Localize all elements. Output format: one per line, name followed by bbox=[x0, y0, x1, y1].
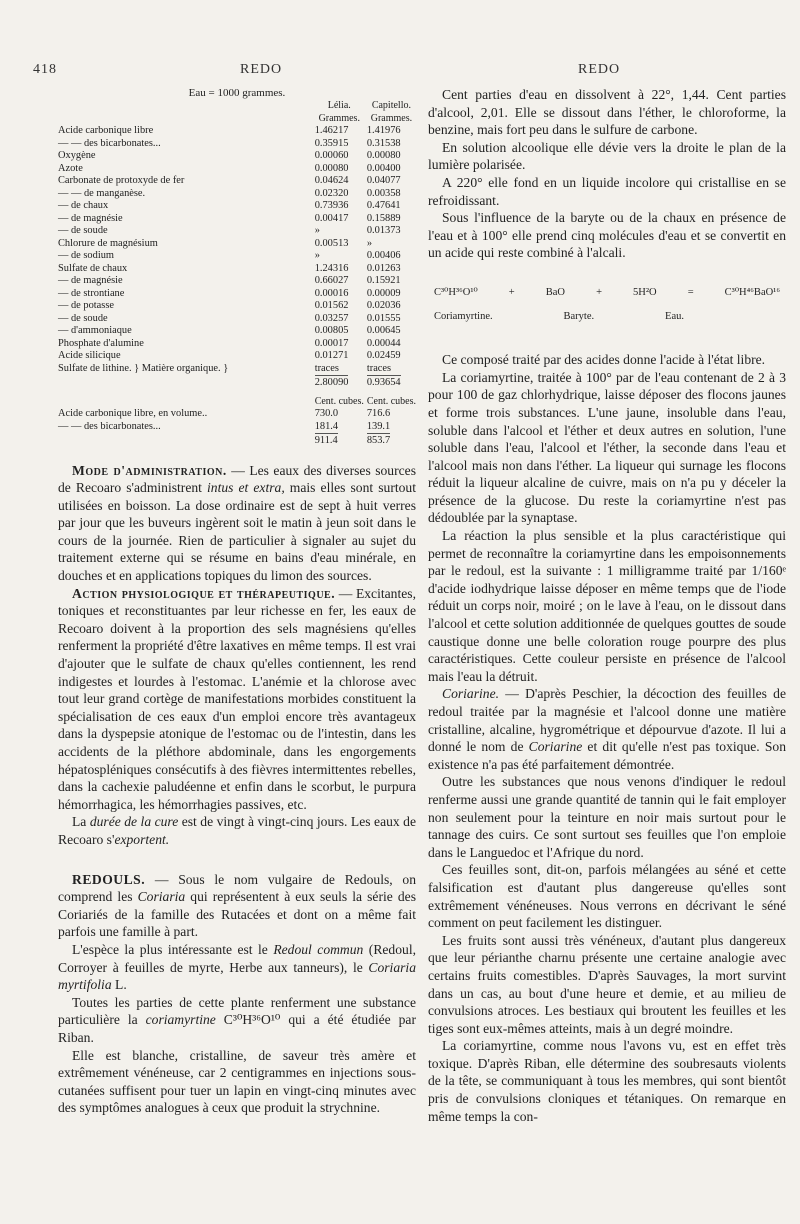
text: L'espèce la plus intéressante est le bbox=[72, 941, 274, 957]
row-value: 0.00406 bbox=[366, 250, 401, 261]
text: L. bbox=[111, 977, 127, 993]
col2-header: Capitello. bbox=[371, 100, 411, 111]
table-row bbox=[58, 275, 416, 288]
italic-text: Coriarine. bbox=[442, 686, 500, 702]
row-value: 0.15921 bbox=[366, 275, 401, 286]
table-row bbox=[58, 313, 416, 326]
row-value: 0.73936 bbox=[314, 200, 349, 211]
row-label: Phosphate d'alumine bbox=[58, 337, 144, 349]
italic-text: Coriaria myrtifolia bbox=[58, 959, 416, 993]
row-value: 0.02459 bbox=[366, 350, 401, 361]
total-col1: 2.80090 bbox=[314, 377, 349, 388]
text: C³⁰H³⁶O¹⁰ qui a été étudiée par Riban. bbox=[58, 1012, 416, 1045]
text: La bbox=[72, 814, 90, 830]
row-label: Azote bbox=[58, 162, 83, 174]
eq-operator: = bbox=[687, 286, 694, 298]
paragraph-action bbox=[58, 585, 416, 814]
paragraph-toxicity: La coriamyrtine, comme nous l'avons vu, est en effet très toxique. D'après Riban, elle détermine des soubresauts violents de la tête, se communiquant à tous les membres, qui sont bientôt pris de convulsions cloniques et tétaniques. On remarque en même temps la con- bbox=[428, 1038, 786, 1124]
row-label: — de magnésie bbox=[58, 275, 123, 286]
paragraph-sene: Ces feuilles sont, dit-on, parfois mélangées au séné et cette falsification est d'autant plus dangereuse qu'elles sont extrêmement vénéneuses. Nous verrons en décrivant le séné comment on peut facilement les distinguer. bbox=[428, 862, 786, 931]
table-row bbox=[58, 263, 416, 276]
text: — Sous le nom vulgaire de Redouls, on comprend les bbox=[58, 871, 416, 905]
running-head-left: REDO bbox=[240, 62, 283, 77]
paragraph-polarisation: En solution alcoolique elle dévie vers la droite le plan de la lumière polarisée. bbox=[428, 139, 786, 173]
chemical-equation bbox=[434, 284, 780, 302]
table-row bbox=[58, 338, 416, 351]
section-title: Mode d'administration. bbox=[72, 462, 227, 478]
row-label: Acide carbonique libre, en volume.. bbox=[58, 408, 208, 419]
eq-term: C³⁰H³⁶O¹⁰ bbox=[434, 286, 478, 298]
paragraph-substance bbox=[58, 994, 416, 1047]
italic-text: exportent. bbox=[114, 831, 170, 847]
row-value: 0.66027 bbox=[314, 275, 349, 286]
text: (Redoul, Corroyer à feuilles de myrte, Herbe aux tanneurs), le bbox=[58, 941, 416, 975]
row-value: » bbox=[314, 250, 320, 261]
table-caption: Eau = 1000 grammes. bbox=[188, 87, 286, 99]
row-value: 1.46217 bbox=[314, 125, 349, 136]
row-value: 0.00080 bbox=[314, 162, 349, 174]
gas-total-col2: 853.7 bbox=[366, 435, 391, 446]
paragraph-solubility: Cent parties d'eau en dissolvent à 22°, 1,44. Cent parties d'alcool, 2,01. Elle se dissout dans l'éther, le chloroforme, la benzine, mais fort peu dans le sulfure de carbone. bbox=[428, 87, 786, 138]
text: est de vingt à vingt-cinq jours. Les eaux de Recoaro s' bbox=[58, 814, 416, 847]
row-value: 0.00016 bbox=[314, 287, 349, 299]
row-value: 0.00009 bbox=[366, 287, 401, 299]
paragraph-espece bbox=[58, 941, 416, 994]
paragraph-baryte: Sous l'influence de la baryte ou de la chaux en présence de l'eau et à 100° elle prend cinq molécules d'eau et se convertit en un acide qui reste combiné à l'alcali. bbox=[428, 210, 786, 261]
table-row bbox=[58, 125, 416, 138]
paragraph-coriarine bbox=[428, 685, 786, 773]
text: Toutes les parties de cette plante renferment une substance particulière la bbox=[58, 994, 416, 1028]
row-label: — de potasse bbox=[58, 300, 114, 311]
paragraph-compose: Ce composé traité par des acides donne l'acide à l'état libre. bbox=[442, 352, 766, 368]
row-value: 181.4 bbox=[314, 420, 339, 432]
row-value: 0.01373 bbox=[366, 225, 401, 236]
text: — Excitantes, toniques et reconstituantes par leur richesse en fer, les eaux de Recoaro doivent à la proportion des sels magnésiens qu'elles renferment la propriété d'être laxatives en même temps. Il est vrai d'ajouter que le sulfate de chaux qu'elles contiennent, les rend indigestes et lourdes à l'estomac. L'anémie et la chlorose avec tout leur grand cortège de manifestations morbides constituent la spécialisation de ces eaux d'un emploi encore très avantageux dans la dyspepsie atonique de l'estomac ou de l'intestin, dans les accidents de la pléthore abdominale, dans les engorgements hépatospléniques consécutifs à des fièvres intermittentes rebelles, dans la cachexie paludéenne et enfin dans le scorbut, le purpura hémorrhagica, les hémorrhagies passives, etc. bbox=[58, 585, 416, 812]
row-value: 0.02320 bbox=[314, 187, 349, 199]
text: et dit qu'elle n'est pas toxique. Son existence n'a pas été parfaitement démontrée. bbox=[428, 739, 786, 772]
row-label: — de sodium bbox=[58, 250, 114, 261]
eq-label: Baryte. bbox=[563, 310, 595, 322]
row-value: traces bbox=[366, 362, 392, 374]
table-row bbox=[58, 408, 416, 421]
row-value: 0.01555 bbox=[366, 312, 401, 324]
paragraph-administration bbox=[58, 462, 416, 585]
paragraph-duree bbox=[58, 813, 416, 848]
eq-term: BaO bbox=[545, 286, 565, 298]
row-label: — de soude bbox=[58, 312, 108, 324]
row-label: Chlorure de magnésium bbox=[58, 237, 158, 249]
row-label: — de chaux bbox=[58, 200, 109, 211]
row-value: 716.6 bbox=[366, 408, 391, 419]
paragraph-fruits: Les fruits sont aussi très vénéneux, d'autant plus dangereux que leur périanthe charnu présente une certaine analogie avec certains fruits comestibles. D'après Sauvages, la mort survint dans un cas, au bout d'une heure et demie, et au milieu de convulsions atroces. Les bestiaux qui broutent les feuilles et les tiges sont eux-mêmes atteints, mais à un degré moindre. bbox=[428, 932, 786, 1036]
total-col2: 0.93654 bbox=[366, 377, 401, 388]
gas-unit-2: Cent. cubes. bbox=[366, 395, 416, 407]
table-row bbox=[58, 138, 416, 151]
col1-header: Lélia. bbox=[327, 100, 351, 111]
row-label: Acide carbonique libre bbox=[58, 125, 154, 136]
row-label: Sulfate de chaux bbox=[58, 262, 128, 274]
running-head-right: REDO bbox=[578, 62, 621, 77]
row-label: — — des bicarbonates... bbox=[58, 420, 161, 432]
row-value: 0.00358 bbox=[366, 187, 401, 199]
table-row bbox=[58, 288, 416, 301]
row-value: 0.00805 bbox=[314, 325, 349, 336]
italic-text: Coriaria bbox=[137, 889, 186, 905]
italic-text: Coriarine bbox=[528, 739, 583, 755]
italic-text: intus et extra, bbox=[207, 480, 285, 496]
paragraph-coriamyrtine-chlorhydrique: La coriamyrtine, traitée à 100° par de l'eau contenant de 2 à 3 pour 100 de gaz chlorhydrique, laisse déposer des flocons jaunes et forme trois substances. L'une jaune, insoluble dans l'eau, soluble dans l'alcool et l'éther et deux autres en solution, l'une soluble dans l'eau, l'alcool et l'éther, la seconde dans l'eau et l'alcool mais non dans l'éther. La liqueur qui surnage les flocons réduit la liqueur alcaline de cuivre, mais on n'a pu y déceler la présence de la glucose. Du reste la coriamyrtine n'est pas dédoublée par la synaptase. bbox=[428, 369, 786, 526]
left-column bbox=[58, 86, 416, 1117]
row-value: » bbox=[366, 237, 373, 249]
row-value: 0.01263 bbox=[366, 262, 401, 274]
table-row bbox=[58, 163, 416, 176]
row-value: 0.01271 bbox=[314, 350, 349, 361]
row-value: 1.24316 bbox=[314, 262, 349, 274]
row-value: 0.03257 bbox=[314, 312, 349, 324]
row-label: — — des bicarbonates... bbox=[58, 137, 161, 149]
gas-total-col1: 911.4 bbox=[314, 435, 338, 446]
table-row bbox=[58, 225, 416, 238]
table-row bbox=[58, 150, 416, 163]
gas-unit-1: Cent. cubes. bbox=[314, 395, 364, 407]
row-value: 0.47641 bbox=[366, 200, 401, 211]
table-row bbox=[58, 250, 416, 263]
italic-text: durée de la cure bbox=[89, 814, 179, 830]
text: mais elles sont surtout utilisées en boisson. La dose ordinaire est de sept à huit verres par jour que les buveurs ingèrent soit le matin à jeun soit dans le cours de la journée. Rien de particulier à signaler au sujet du traitement externe qui se résume en bains d'eau minérale, en douches et en applications topiques du limon des sources. bbox=[58, 480, 417, 584]
page-number: 418 bbox=[33, 62, 57, 77]
row-value: » bbox=[314, 225, 320, 236]
italic-text: Redoul commun bbox=[273, 941, 364, 957]
col1-unit: Grammes. bbox=[318, 112, 360, 124]
text: — D'après Peschier, la décoction des feuilles de redoul traitée par la magnésie et l'alcool donne une matière cristalline, alcaline, hygrométrique et dépourvue d'azote. Il lui a donné le nom de bbox=[428, 686, 786, 755]
row-label: — de magnésie bbox=[58, 212, 123, 224]
paragraph-reaction: La réaction la plus sensible et la plus caractéristique qui permet de reconnaître la coriamyrtine dans les empoisonnements par le redoul, est la suivante : 1 milligramme traité par 1/160ᵉ d'acide iodhydrique laisse déposer en même temps que de l'iode réduit un corps noir, moiré ; on le lave à l'eau, on le dissout dans l'alcool et cette solution additionnée de quelques gouttes de soude caustique donne une belle coloration rouge pourpre des plus caractéristiques. Cette couleur persiste en présence de l'alcool mais l'eau la détruit. bbox=[428, 528, 786, 684]
row-value: 0.00060 bbox=[314, 150, 349, 161]
equation-labels bbox=[434, 308, 684, 326]
table-row bbox=[58, 238, 416, 251]
table-row bbox=[58, 363, 416, 376]
row-value: 0.00080 bbox=[366, 150, 401, 161]
row-label: — d'ammoniaque bbox=[58, 325, 132, 336]
row-value: 0.02036 bbox=[366, 300, 401, 311]
right-column bbox=[428, 86, 786, 1125]
mineral-composition-table bbox=[58, 100, 416, 448]
eq-label: Coriamyrtine. bbox=[434, 310, 493, 322]
row-label: Sulfate de lithine. } Matière organique. } bbox=[58, 362, 229, 374]
row-label: Acide silicique bbox=[58, 350, 121, 361]
table-row bbox=[58, 175, 416, 188]
row-label: Oxygène bbox=[58, 150, 96, 161]
table-row bbox=[58, 188, 416, 201]
row-value: 0.00513 bbox=[314, 237, 349, 249]
row-label: — de strontiane bbox=[58, 287, 125, 299]
row-value: 0.04624 bbox=[314, 175, 349, 186]
row-value: 0.01562 bbox=[314, 300, 349, 311]
row-label: — — de manganèse. bbox=[58, 187, 146, 199]
eq-term: C³⁰H⁴⁶BaO¹⁶ bbox=[724, 286, 780, 298]
text: qui représentent à eux seuls la série des Coriariés de la famille des Rutacées et dont on a même fait parfois une famille à part. bbox=[58, 889, 416, 940]
eq-operator: + bbox=[596, 286, 602, 298]
paragraph-tannin: Outre les substances que nous venons d'indiquer le redoul renferme aussi une grande quantité de tannin qui le fait employer non seulement pour la teinture en noir mais surtout pour le tannage des cuirs. Ce sont surtout ses feuilles que l'on emploie dans le Languedoc et l'Afrique du nord. bbox=[428, 774, 786, 860]
eq-label: Eau. bbox=[665, 310, 684, 322]
row-label: Carbonate de protoxyde de fer bbox=[58, 175, 185, 186]
row-value: 0.04077 bbox=[366, 175, 401, 186]
table-row bbox=[58, 200, 416, 213]
table-row bbox=[58, 325, 416, 338]
eq-term: 5H²O bbox=[633, 286, 657, 298]
table-row bbox=[58, 350, 416, 363]
row-label: — de soude bbox=[58, 225, 108, 236]
row-value: 0.31538 bbox=[366, 137, 401, 149]
paragraph-fusion: A 220° elle fond en un liquide incolore qui cristallise en se refroidissant. bbox=[428, 174, 786, 208]
row-value: 0.00017 bbox=[314, 337, 349, 349]
col2-unit: Grammes. bbox=[370, 112, 413, 124]
row-value: 0.35915 bbox=[314, 137, 349, 149]
section-title: Action physiologique et thérapeutique. bbox=[72, 585, 336, 601]
row-value: 0.00400 bbox=[366, 162, 401, 174]
table-row bbox=[58, 213, 416, 226]
paragraph-blanche: Elle est blanche, cristalline, de saveur très amère et extrêmement vénéneuse, car 2 centigrammes en injections sous-cutanées suffisent pour tuer un lapin en vingt-cinq minutes avec des symptômes analogues à ceux que produit la strychnine. bbox=[58, 1047, 416, 1116]
row-value: 0.00645 bbox=[366, 325, 401, 336]
table-row bbox=[58, 421, 416, 434]
row-value: 0.15889 bbox=[366, 212, 401, 224]
entry-title: REDOULS. bbox=[72, 871, 146, 887]
text: — Les eaux des diverses sources de Recoaro s'administrent bbox=[58, 462, 416, 496]
row-value: 139.1 bbox=[366, 420, 391, 432]
row-value: 730.0 bbox=[314, 408, 339, 419]
row-value: 0.00417 bbox=[314, 212, 349, 224]
eq-operator: + bbox=[508, 286, 515, 298]
table-row bbox=[58, 300, 416, 313]
row-value: 1.41976 bbox=[366, 125, 401, 136]
paragraph-redouls bbox=[58, 871, 416, 941]
row-value: traces bbox=[314, 362, 339, 374]
italic-text: coriamyrtine bbox=[145, 1012, 216, 1028]
row-value: 0.00044 bbox=[366, 337, 401, 349]
